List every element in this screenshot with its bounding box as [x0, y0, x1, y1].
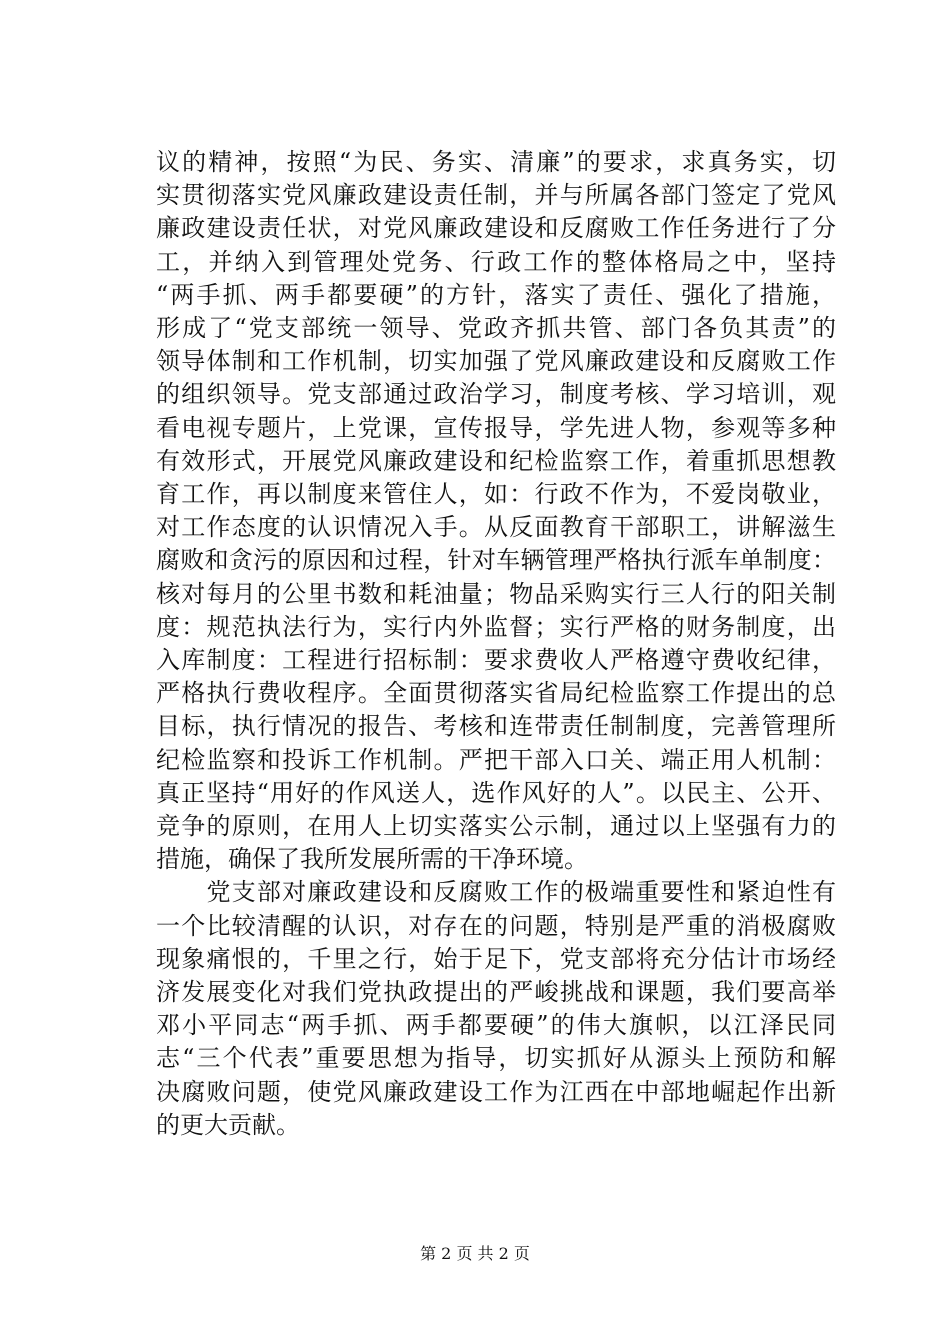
text-line: “两手抓、两手都要硬”的方针，落实了责任、强化了措施，: [156, 280, 836, 309]
text-line: 有效形式，开展党风廉政建设和纪检监察工作，着重抓思想教: [156, 446, 836, 475]
page-footer: 第 2 页 共 2 页: [420, 1244, 530, 1263]
text-line: 志“三个代表”重要思想为指导，切实抓好从源头上预防和解: [156, 1044, 836, 1073]
text-line: 邓小平同志“两手抓、两手都要硬”的伟大旗帜，以江泽民同: [156, 1011, 836, 1040]
text-line: 对工作态度的认识情况入手。从反面教育干部职工，讲解滋生: [156, 513, 836, 542]
text-line: 真正坚持“用好的作风送人，选作风好的人”。以民主、公开、: [156, 778, 836, 807]
text-line: 形成了“党支部统一领导、党政齐抓共管、部门各负其责”的: [156, 314, 836, 343]
text-line: 决腐败问题，使党风廉政建设工作为江西在中部地崛起作出新: [156, 1077, 836, 1106]
text-line: 严格执行费收程序。全面贯彻落实省局纪检监察工作提出的总: [156, 679, 836, 708]
document-body: [156, 146, 836, 1142]
text-line: 度：规范执法行为，实行内外监督；实行严格的财务制度，出: [156, 612, 836, 641]
text-line: 育工作，再以制度来管住人，如：行政不作为，不爱岗敬业，: [156, 480, 836, 509]
text-line: 一个比较清醒的认识，对存在的问题，特别是严重的消极腐败: [156, 911, 836, 940]
text-line: 的组织领导。党支部通过政治学习，制度考核、学习培训，观: [156, 380, 836, 409]
text-line: 的更大贡献。: [156, 1110, 300, 1139]
text-line: 看电视专题片，上党课，宣传报导，学先进人物，参观等多种: [156, 413, 836, 442]
text-line: 目标，执行情况的报告、考核和连带责任制制度，完善管理所: [156, 712, 836, 741]
text-line: 廉政建设责任状，对党风廉政建设和反腐败工作任务进行了分: [156, 214, 836, 243]
text-line: 党支部对廉政建设和反腐败工作的极端重要性和紧迫性有: [156, 878, 836, 907]
text-line: 实贯彻落实党风廉政建设责任制，并与所属各部门签定了党风: [156, 181, 836, 210]
text-line: 竞争的原则，在用人上切实落实公示制，通过以上坚强有力的: [156, 812, 836, 841]
text-line: 腐败和贪污的原因和过程，针对车辆管理严格执行派车单制度：: [156, 546, 836, 575]
paragraph: [156, 876, 836, 1142]
text-line: 济发展变化对我们党执政提出的严峻挑战和课题，我们要高举: [156, 978, 836, 1007]
text-line: 领导体制和工作机制，切实加强了党风廉政建设和反腐败工作: [156, 347, 836, 376]
text-line: 纪检监察和投诉工作机制。严把干部入口关、端正用人机制：: [156, 745, 836, 774]
text-line: 措施，确保了我所发展所需的干净环境。: [156, 845, 588, 874]
paragraph: [156, 146, 836, 876]
text-line: 现象痛恨的，千里之行，始于足下，党支部将充分估计市场经: [156, 944, 836, 973]
text-line: 议的精神，按照“为民、务实、清廉”的要求，求真务实，切: [156, 148, 836, 176]
text-line: 入库制度：工程进行招标制：要求费收人严格遵守费收纪律，: [156, 646, 836, 675]
text-line: 工，并纳入到管理处党务、行政工作的整体格局之中，坚持: [156, 247, 836, 276]
text-line: 核对每月的公里书数和耗油量；物品采购实行三人行的阳关制: [156, 579, 836, 608]
